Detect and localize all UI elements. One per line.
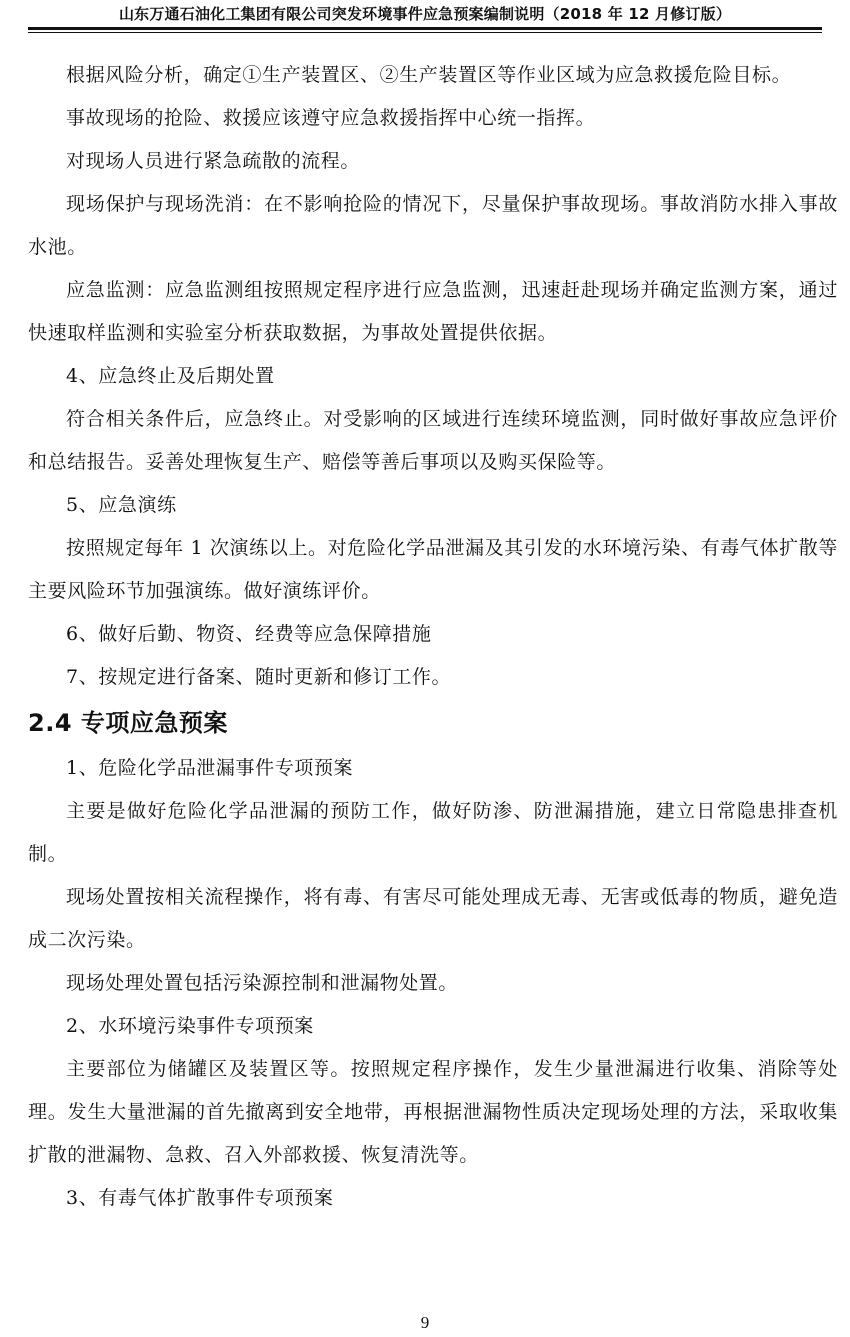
- section-heading: 2.4 专项应急预案: [28, 709, 228, 737]
- paragraph-disposal: 现场处理处置包括污染源控制和泄漏物处置。: [66, 972, 459, 994]
- running-header: 山东万通石油化工集团有限公司突发环境事件应急预案编制说明（2018 年 12 月修订版）: [118, 5, 732, 23]
- header-rule-thick: [28, 27, 822, 30]
- paragraph-drills: 按照规定每年 1 次演练以上。对危险化学品泄漏及其引发的水环境污染、有毒气体扩散等主要风险环节加强演练。做好演练评价。: [28, 537, 838, 602]
- paragraph-unified-command: 事故现场的抢险、救援应该遵守应急救援指挥中心统一指挥。: [66, 107, 596, 129]
- paragraph-leak-prevention: 主要是做好危险化学品泄漏的预防工作，做好防渗、防泄漏措施，建立日常隐患排查机制。: [28, 800, 838, 865]
- item-heading-drills: 5、应急演练: [66, 494, 177, 516]
- paragraph-termination: 符合相关条件后，应急终止。对受影响的区域进行连续环境监测，同时做好事故应急评价和总结报告。妥善处理恢复生产、赔偿等善后事项以及购买保险等。: [28, 408, 838, 473]
- paragraph-water-pollution: 主要部位为储罐区及装置区等。按照规定程序操作，发生少量泄漏进行收集、消除等处理。发生大量泄漏的首先撤离到安全地带，再根据泄漏物性质决定现场处理的方法，采取收集扩散的泄漏物、急救、召入外部救援、恢复清洗等。: [28, 1058, 838, 1166]
- paragraph-emergency-monitoring: 应急监测：应急监测组按照规定程序进行应急监测，迅速赶赴现场并确定监测方案，通过快速取样监测和实验室分析获取数据，为事故处置提供依据。: [28, 279, 838, 344]
- paragraph-risk-targets: 根据风险分析，确定①生产装置区、②生产装置区等作业区域为应急救援危险目标。: [66, 64, 792, 86]
- page-number: 9: [420, 1313, 430, 1332]
- item-heading-logistics: 6、做好后勤、物资、经费等应急保障措施: [66, 623, 432, 645]
- header-rule-thin: [28, 32, 822, 33]
- paragraph-site-protection: 现场保护与现场洗消：在不影响抢险的情况下，尽量保护事故现场。事故消防水排入事故水池。: [28, 193, 838, 258]
- item-heading-water-pollution: 2、水环境污染事件专项预案: [66, 1015, 314, 1037]
- paragraph-onsite-handling: 现场处置按相关流程操作，将有毒、有害尽可能处理成无毒、无害或低毒的物质，避免造成二次污染。: [28, 886, 838, 951]
- document-body: [28, 54, 838, 1220]
- paragraph-evacuation: 对现场人员进行紧急疏散的流程。: [66, 150, 361, 172]
- item-heading-filing: 7、按规定进行备案、随时更新和修订工作。: [66, 666, 452, 688]
- item-heading-chemical-leak: 1、危险化学品泄漏事件专项预案: [66, 757, 354, 779]
- item-heading-toxic-gas: 3、有毒气体扩散事件专项预案: [66, 1187, 334, 1209]
- item-heading-termination: 4、应急终止及后期处置: [66, 365, 275, 387]
